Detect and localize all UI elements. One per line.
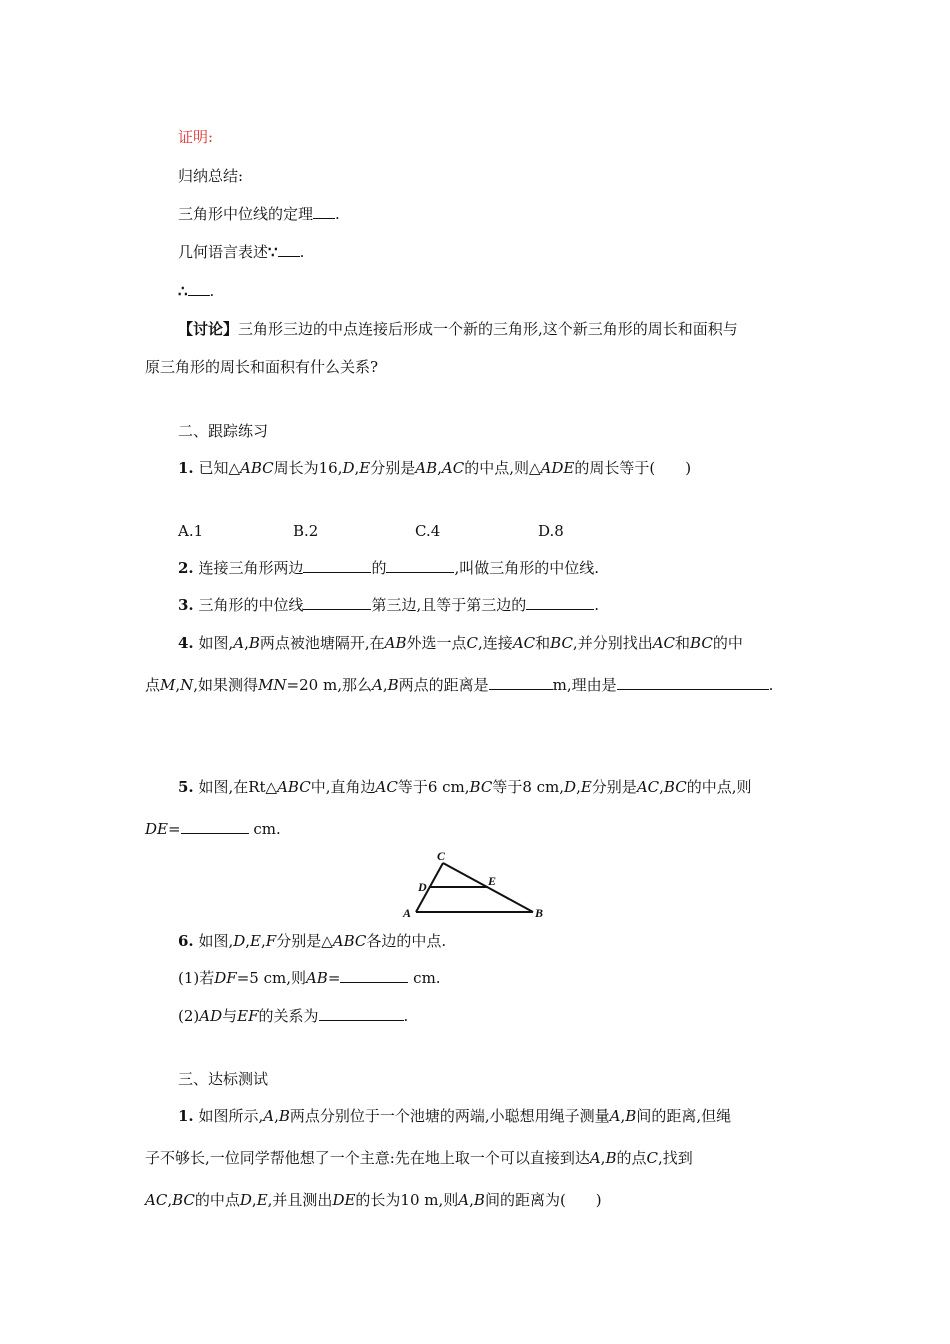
q-var: D <box>564 778 577 796</box>
q-var: B <box>625 1107 637 1125</box>
q-var: D <box>233 932 246 950</box>
q-text: 两点的距离是 <box>398 676 489 694</box>
q-var: C <box>466 634 479 652</box>
q-text: 如图, <box>198 634 234 652</box>
period: . <box>299 243 305 261</box>
answer-blank[interactable] <box>340 968 408 983</box>
q-var: B <box>473 1191 485 1209</box>
q-text: 第三边,且等于第三边的 <box>371 596 527 614</box>
answer-blank[interactable] <box>319 1006 404 1021</box>
q-var: EF <box>237 1007 259 1025</box>
q-text: 两点被池塘隔开,在 <box>259 634 385 652</box>
answer-blank[interactable] <box>278 242 300 257</box>
period: . <box>209 282 215 300</box>
q-text: 和 <box>535 634 551 652</box>
test-1-line-1 <box>178 1106 731 1126</box>
q-var: E <box>580 778 592 796</box>
q-var: AC <box>145 1191 168 1209</box>
label-c: C <box>437 849 446 863</box>
proof-label: 证明: <box>178 128 214 146</box>
q-var: AC <box>375 778 398 796</box>
q-text: , <box>251 1191 257 1209</box>
q-text: 的关系为 <box>258 1007 319 1025</box>
q-text: 子不够长,一位同学帮他想了一个主意:先在地上取一个可以直接到达 <box>145 1149 590 1167</box>
q-text: 如图, <box>198 932 234 950</box>
q-text: , <box>354 459 360 477</box>
question-number: 2. <box>178 559 194 577</box>
q-var: AB <box>384 634 407 652</box>
label-a: A <box>403 906 412 920</box>
q-text: 的中点,则 <box>686 778 752 796</box>
q-text: . <box>594 596 600 614</box>
q-var: E <box>250 932 261 950</box>
triangle-figure <box>398 848 558 924</box>
discussion-text: 三角形三边的中点连接后形成一个新的三角形,这个新三角形的周长和面积与 <box>238 320 738 338</box>
answer-blank[interactable] <box>617 675 769 690</box>
question-6-line-1 <box>178 931 446 951</box>
q-var: A <box>233 634 245 652</box>
q-text: ,连接 <box>478 634 513 652</box>
q-text: 两点分别位于一个池塘的两端,小聪想用绳子测量 <box>289 1107 610 1125</box>
q-var: AD <box>199 1007 223 1025</box>
q-text: 中,直角边 <box>310 778 376 796</box>
therefore-symbol: ∴ <box>178 282 188 300</box>
q-text: 如图,在Rt△ <box>198 778 278 796</box>
q-var: ABC <box>277 778 311 796</box>
q-text: ,找到 <box>657 1149 693 1167</box>
q-var: D <box>342 459 355 477</box>
question-6-part-1 <box>178 968 441 988</box>
q-var: DE <box>332 1191 356 1209</box>
q-text: , <box>469 1191 474 1209</box>
q-text: 分别是 <box>591 778 637 796</box>
q-text: , <box>167 1191 173 1209</box>
q-var: B <box>278 1107 290 1125</box>
question-6-part-2 <box>178 1006 408 1026</box>
option-d[interactable]: D.8 <box>538 522 564 540</box>
q-var: AC <box>636 778 660 796</box>
question-number: 4. <box>178 634 194 652</box>
q-var: BC <box>663 778 687 796</box>
q-var: B <box>248 634 260 652</box>
q-var: BC <box>690 634 713 652</box>
question-5-line-1 <box>178 777 751 797</box>
q-var: F <box>265 932 277 950</box>
q-text: 的中点 <box>194 1191 240 1209</box>
discussion-line-2: 原三角形的周长和面积有什么关系? <box>145 358 379 376</box>
q-text: =20 m,那么 <box>286 676 372 694</box>
q-var: ABC <box>240 459 274 477</box>
q-text: , <box>261 932 266 950</box>
q-var: B <box>387 676 399 694</box>
q-var: AC <box>441 459 465 477</box>
q-text: 周长为16, <box>273 459 343 477</box>
q-text: , <box>245 932 251 950</box>
q-text: 已知△ <box>198 459 240 477</box>
q-var: A <box>458 1191 470 1209</box>
q-var: A <box>371 676 383 694</box>
q-text: , <box>600 1149 606 1167</box>
q-text: , <box>175 676 181 694</box>
q-text: 分别是 <box>370 459 416 477</box>
question-4-line-2 <box>145 675 773 695</box>
q-text: 的长为10 m,则 <box>355 1191 459 1209</box>
q-var: A <box>589 1149 601 1167</box>
q-text: 外选一点 <box>406 634 467 652</box>
q-text: cm. <box>408 969 441 987</box>
q-text: 连接三角形两边 <box>198 559 304 577</box>
q-text: = <box>327 969 341 987</box>
answer-blank[interactable] <box>303 595 371 610</box>
q-text: , <box>274 1107 279 1125</box>
geom-lang-text: 几何语言表述 <box>178 243 269 261</box>
q-text: 的点 <box>616 1149 647 1167</box>
period: . <box>335 205 340 223</box>
q-text: , <box>437 459 442 477</box>
q-var: B <box>605 1149 617 1167</box>
question-5-line-2 <box>145 819 281 839</box>
section-3-title: 三、达标测试 <box>178 1070 269 1088</box>
question-4-line-1 <box>178 633 743 653</box>
q-var: AB <box>415 459 438 477</box>
q-text: , <box>244 634 249 652</box>
test-1-line-2 <box>145 1148 693 1168</box>
test-1-line-3 <box>145 1190 602 1210</box>
q-text: ,叫做三角形的中位线. <box>454 559 600 577</box>
answer-blank[interactable] <box>489 675 553 690</box>
q-text: (1)若 <box>178 969 215 987</box>
question-number: 5. <box>178 778 194 796</box>
question-3 <box>178 595 599 615</box>
q-text: 和 <box>675 634 691 652</box>
q-text: , <box>382 676 388 694</box>
q-var: MN <box>258 676 287 694</box>
q-var: ADE <box>540 459 575 477</box>
question-number: 1. <box>178 459 194 477</box>
label-e: E <box>488 874 497 888</box>
summary-label: 归纳总结: <box>178 167 244 185</box>
answer-blank[interactable] <box>303 558 371 573</box>
q-text: 间的距离为( ) <box>484 1191 602 1209</box>
q-text: 的 <box>371 559 387 577</box>
q-text: =5 cm,则 <box>236 969 306 987</box>
q-text: 等于8 cm, <box>492 778 565 796</box>
q-text: , <box>659 778 664 796</box>
geom-lang-line <box>178 242 304 262</box>
q-var: AC <box>512 634 536 652</box>
option-b[interactable]: B.2 <box>293 522 319 540</box>
q-text: 点 <box>145 676 161 694</box>
q-var: DF <box>214 969 237 987</box>
discussion-tag: 【讨论】 <box>178 320 239 338</box>
q-text: m,理由是 <box>552 676 617 694</box>
q-text: 间的距离,但绳 <box>636 1107 732 1125</box>
q-text: . <box>768 676 774 694</box>
q-text: 分别是△ <box>276 932 333 950</box>
q-var: AC <box>652 634 676 652</box>
answer-blank[interactable] <box>386 558 454 573</box>
q-var: AB <box>305 969 328 987</box>
q-text: 的中 <box>712 634 743 652</box>
q-text: ,如果测得 <box>193 676 259 694</box>
question-1 <box>178 458 691 478</box>
question-number: 3. <box>178 596 194 614</box>
therefore-line <box>178 281 214 301</box>
q-text: 的周长等于( ) <box>574 459 692 477</box>
answer-blank[interactable] <box>526 595 594 610</box>
q-text: (2) <box>178 1007 200 1025</box>
q-text: 如图所示, <box>198 1107 264 1125</box>
q-var: ABC <box>332 932 367 950</box>
q-text: ,并且测出 <box>267 1191 333 1209</box>
label-b: B <box>535 906 544 920</box>
q-text: , <box>620 1107 626 1125</box>
q-var: C <box>646 1149 658 1167</box>
q-var: E <box>256 1191 268 1209</box>
q-text: 各边的中点. <box>366 932 447 950</box>
label-d: D <box>418 880 427 894</box>
q-text: ,并分别找出 <box>572 634 653 652</box>
q-text: 的中点,则△ <box>464 459 541 477</box>
theorem-text: 三角形中位线的定理 <box>178 205 314 223</box>
answer-blank[interactable] <box>181 819 249 834</box>
answer-blank[interactable] <box>188 281 210 296</box>
q-var: BC <box>172 1191 195 1209</box>
q-text: 与 <box>222 1007 238 1025</box>
q-var: A <box>263 1107 275 1125</box>
q-var: A <box>609 1107 621 1125</box>
q-var: BC <box>469 778 493 796</box>
option-a[interactable]: A.1 <box>178 522 204 540</box>
q-var: N <box>180 676 194 694</box>
discussion-line-1 <box>178 319 738 339</box>
question-number: 6. <box>178 932 194 950</box>
q-text: = <box>167 820 181 838</box>
q-var: E <box>359 459 371 477</box>
theorem-line <box>178 204 340 224</box>
q-var: BC <box>550 634 573 652</box>
because-symbol: ∵ <box>268 243 278 261</box>
q-text: , <box>576 778 581 796</box>
q-text: . <box>403 1007 409 1025</box>
q-var: M <box>160 676 176 694</box>
q-text: 三角形的中位线 <box>198 596 304 614</box>
question-2 <box>178 558 599 578</box>
option-c[interactable]: C.4 <box>415 522 441 540</box>
section-2-title: 二、跟踪练习 <box>178 422 269 440</box>
q-var: DE <box>145 820 168 838</box>
q-text: 等于6 cm, <box>397 778 470 796</box>
q-text: cm. <box>248 820 281 838</box>
q-var: D <box>239 1191 252 1209</box>
answer-blank[interactable] <box>313 204 335 219</box>
question-number: 1. <box>178 1107 194 1125</box>
